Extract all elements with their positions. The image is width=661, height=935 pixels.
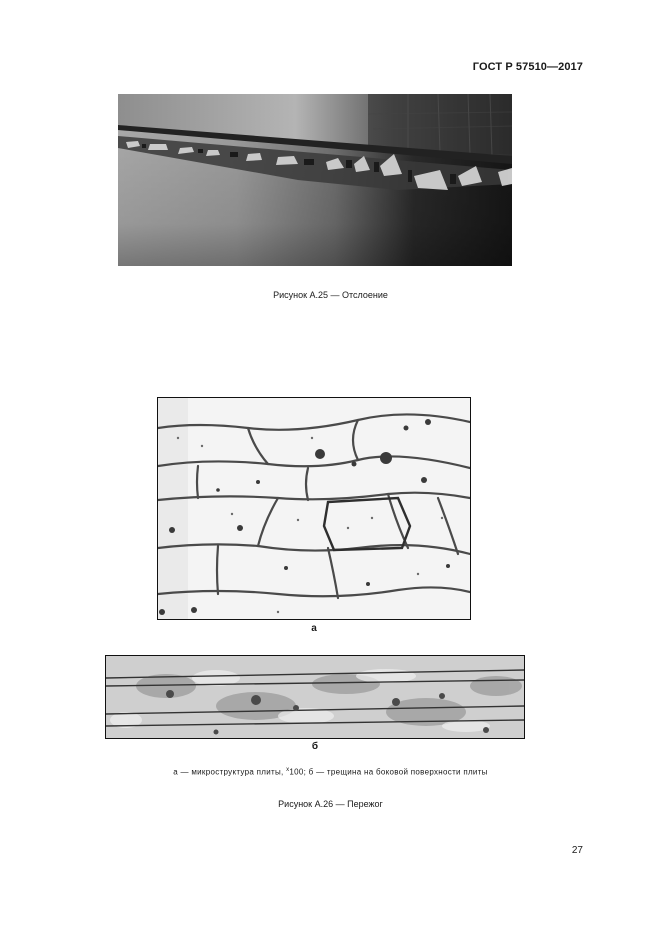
figure-a26-sublabel-b: б [311,741,319,752]
page-number: 27 [571,845,583,856]
figure-a26-sublabel-a: а [311,623,317,634]
figure-a25-photo [118,94,512,266]
legend-part1: а — микроструктура плиты, [173,767,287,777]
document-code: ГОСТ Р 57510—2017 [472,61,583,73]
figure-a26-microstructure-image [157,397,471,620]
figure-a26-legend [0,767,661,777]
figure-a25-caption: Рисунок А.25 — Отслоение [273,290,388,300]
legend-multiplier: x [286,767,290,773]
figure-a26-caption: Рисунок А.26 — Пережог [278,799,383,809]
figure-a26-crack-image [105,655,525,739]
legend-part2: 100; б — трещина на боковой поверхности плиты [289,767,488,777]
